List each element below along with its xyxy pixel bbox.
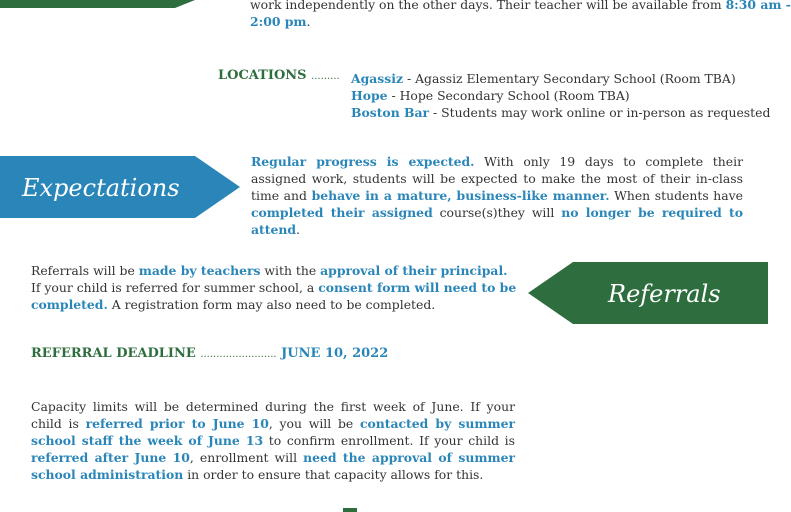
- capacity-s7: , enrollment will: [189, 450, 304, 465]
- intro-plain-text: work independently on the other days. Their teacher will be available from: [250, 0, 726, 12]
- expectations-s4: When students have: [609, 188, 743, 203]
- locations-heading: [218, 68, 340, 83]
- referral-deadline-row: [31, 346, 388, 361]
- location-item-agassiz: [351, 70, 736, 87]
- top-banner-decoration: [0, 0, 195, 8]
- capacity-s8: need the approval of summer school administration: [31, 450, 516, 482]
- referrals-s1: Referrals will be: [31, 263, 139, 278]
- capacity-s3: , you will be: [268, 416, 360, 431]
- deadline-date: JUNE 10, 2022: [281, 346, 389, 361]
- location-item-hope: [351, 87, 630, 104]
- location-item-boston-bar: [351, 104, 770, 121]
- intro-line-2: [250, 13, 310, 30]
- referrals-s6: consent form will need to be completed.: [31, 280, 517, 312]
- expectations-paragraph: [251, 153, 743, 238]
- referrals-paragraph: [31, 262, 517, 313]
- expectations-s6: course(s)they will: [432, 205, 562, 220]
- location-name: Agassiz: [351, 71, 404, 86]
- referrals-s4: approval of their principal.: [320, 263, 508, 278]
- expectations-s2: With only 19 days to complete their assigned work, students will be expected to make the most of their in-class time and: [251, 154, 743, 203]
- intro-time-start: 8:30 am -: [725, 0, 791, 12]
- capacity-s6: referred after June 10: [31, 450, 190, 465]
- referrals-s3: with the: [260, 263, 321, 278]
- location-name: Boston Bar: [351, 105, 430, 120]
- capacity-s2: referred prior to June 10: [85, 416, 269, 431]
- referrals-s2: made by teachers: [138, 263, 261, 278]
- capacity-s1: Capacity limits will be determined during the first week of June. If your child is: [31, 399, 515, 431]
- capacity-paragraph: [31, 398, 515, 483]
- location-desc: - Hope Secondary School (Room TBA): [387, 88, 630, 103]
- locations-leader: .........: [311, 71, 340, 82]
- expectations-s3: behave in a mature, business-like manner.: [311, 188, 610, 203]
- bottom-decoration: [335, 506, 365, 512]
- deadline-label: REFERRAL DEADLINE: [31, 346, 196, 361]
- location-desc: - Students may work online or in-person as requested: [429, 105, 771, 120]
- referrals-banner: [528, 262, 768, 324]
- deadline-leader: ........................: [200, 349, 277, 360]
- intro-line-1: [250, 0, 791, 13]
- referrals-s7: A registration form may also need to be completed.: [107, 297, 436, 312]
- intro-time-end: 2:00 pm: [250, 14, 307, 29]
- expectations-s5: completed their assigned: [251, 205, 433, 220]
- capacity-s9: in order to ensure that capacity allows for this.: [183, 467, 484, 482]
- location-desc: - Agassiz Elementary Secondary School (Room TBA): [403, 71, 736, 86]
- capacity-s5: to confirm enrollment. If your child is: [263, 433, 515, 448]
- expectations-s1: Regular progress is expected.: [251, 154, 475, 169]
- expectations-s8: .: [296, 222, 300, 237]
- referrals-s5: If your child is referred for summer school, a: [31, 280, 319, 295]
- locations-label: LOCATIONS: [218, 68, 307, 83]
- intro-period: .: [306, 14, 311, 29]
- expectations-s7: no longer be required to attend: [251, 205, 744, 237]
- location-name: Hope: [351, 88, 388, 103]
- referrals-banner-title: Referrals: [608, 280, 721, 308]
- expectations-banner: [0, 156, 240, 218]
- capacity-s4: contacted by summer school staff the week of June 13: [31, 416, 516, 448]
- expectations-banner-title: Expectations: [22, 174, 180, 202]
